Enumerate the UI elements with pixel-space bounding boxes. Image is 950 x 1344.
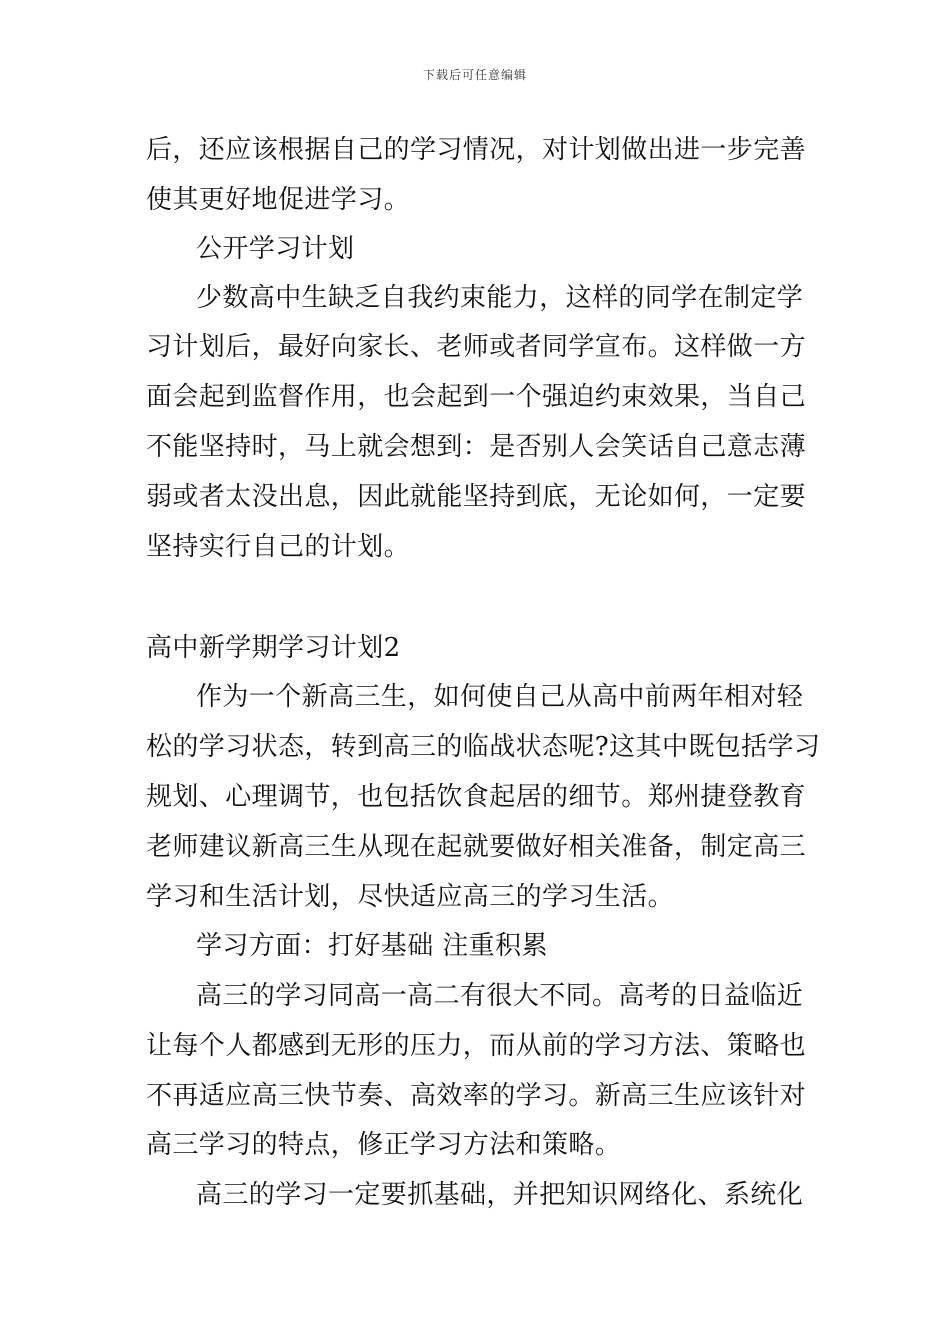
section-heading: 学习方面：打好基础 注重积累 xyxy=(196,931,548,961)
paragraph-line: 面会起到监督作用，也会起到一个强迫约束效果，当自己 xyxy=(146,382,807,412)
document-title: 高中新学期学习计划2 xyxy=(146,633,401,663)
paragraph-line: 高三的学习一定要抓基础，并把知识网络化、系统化 xyxy=(196,1180,804,1210)
paragraph-line: 作为一个新高三生，如何使自己从高中前两年相对轻 xyxy=(196,682,804,712)
paragraph-line: 高三学习的特点，修正学习方法和策略。 xyxy=(146,1130,622,1160)
paragraph-line: 使其更好地促进学习。 xyxy=(146,185,411,215)
paragraph-line: 学习和生活计划，尽快适应高三的学习生活。 xyxy=(146,882,675,912)
paragraph-line: 高三的学习同高一高二有很大不同。高考的日益临近 xyxy=(196,981,804,1011)
paragraph-line: 弱或者太没出息，因此就能坚持到底，无论如何，一定要 xyxy=(146,482,807,512)
paragraph-line: 不再适应高三快节奏、高效率的学习。新高三生应该针对 xyxy=(146,1081,807,1111)
header-note: 下载后可任意编辑 xyxy=(422,68,527,82)
paragraph-line: 不能坚持时，马上就会想到：是否别人会笑话自己意志薄 xyxy=(146,432,807,462)
section-heading: 公开学习计划 xyxy=(196,234,355,264)
paragraph-line: 松的学习状态，转到高三的临战状态呢?这其中既包括学习 xyxy=(146,732,821,762)
paragraph-line: 让每个人都感到无形的压力，而从前的学习方法、策略也 xyxy=(146,1031,807,1061)
paragraph-line: 规划、心理调节，也包括饮食起居的细节。郑州捷登教育 xyxy=(146,782,807,812)
paragraph-line: 少数高中生缺乏自我约束能力，这样的同学在制定学 xyxy=(196,283,804,313)
paragraph-line: 后，还应该根据自己的学习情况，对计划做出进一步完善 xyxy=(146,135,807,165)
paragraph-line: 习计划后，最好向家长、老师或者同学宣布。这样做一方 xyxy=(146,332,807,362)
paragraph-line: 老师建议新高三生从现在起就要做好相关准备，制定高三 xyxy=(146,832,807,862)
paragraph-line: 坚持实行自己的计划。 xyxy=(146,532,411,562)
